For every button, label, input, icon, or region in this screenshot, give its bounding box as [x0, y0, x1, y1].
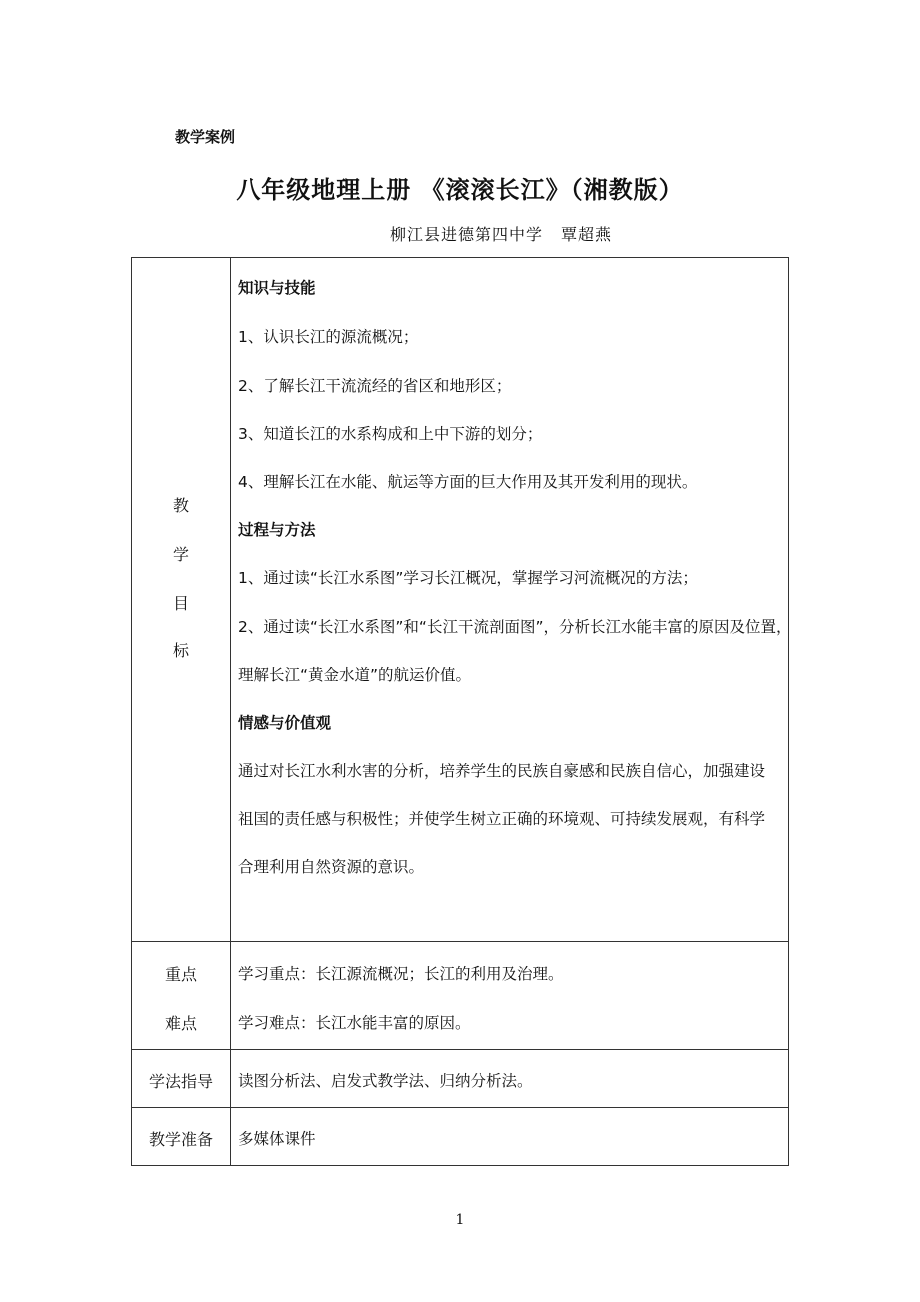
author-name: 覃超燕	[561, 225, 613, 244]
process-heading: 过程与方法	[238, 521, 316, 539]
document-title: 八年级地理上册 《滚滚长江》（湘教版）	[236, 176, 684, 204]
emotion-line: 通过对长江水利水害的分析，培养学生的民族自豪感和民族自信心，加强建设	[238, 762, 766, 780]
byline	[390, 222, 612, 245]
objectives-label-char: 学	[172, 545, 189, 564]
emotion-heading: 情感与价值观	[238, 714, 332, 732]
process-line: 理解长江“黄金水道”的航运价值。	[238, 666, 472, 684]
difficulty-label: 难点	[164, 1014, 197, 1033]
key-point-text: 学习重点：长江源流概况；长江的利用及治理。	[238, 965, 564, 983]
process-line: 2、通过读“长江水系图”和“长江干流剖面图”，分析长江水能丰富的原因及位置，	[238, 618, 792, 636]
page-number: 1	[455, 1212, 465, 1228]
objectives-label-char: 目	[172, 594, 189, 613]
emotion-line: 祖国的责任感与积极性；并使学生树立正确的环境观、可持续发展观，有科学	[238, 810, 766, 828]
preparation-label: 教学准备	[148, 1130, 213, 1149]
difficulty-text: 学习难点：长江水能丰富的原因。	[238, 1014, 471, 1032]
preparation-text: 多媒体课件	[238, 1130, 316, 1148]
method-label: 学法指导	[148, 1072, 213, 1091]
objectives-label-char: 标	[172, 641, 189, 660]
emotion-line: 合理利用自然资源的意识。	[238, 858, 425, 876]
knowledge-item: 2、了解长江干流流经的省区和地形区；	[238, 377, 512, 395]
knowledge-item: 4、理解长江在水能、航运等方面的巨大作用及其开发利用的现状。	[238, 473, 698, 491]
method-text: 读图分析法、启发式教学法、归纳分析法。	[238, 1072, 533, 1090]
objectives-label-char: 教	[172, 496, 189, 515]
knowledge-item: 3、知道长江的水系构成和上中下游的划分；	[238, 425, 543, 443]
school-name: 柳江县进德第四中学	[390, 225, 544, 244]
table-border-right	[788, 257, 789, 1166]
knowledge-item: 1、认识长江的源流概况；	[238, 328, 419, 346]
key-points-label: 重点	[164, 965, 197, 984]
process-line: 1、通过读“长江水系图”学习长江概况，掌握学习河流概况的方法；	[238, 569, 698, 587]
case-label: 教学案例	[175, 128, 236, 146]
knowledge-heading: 知识与技能	[238, 279, 316, 297]
